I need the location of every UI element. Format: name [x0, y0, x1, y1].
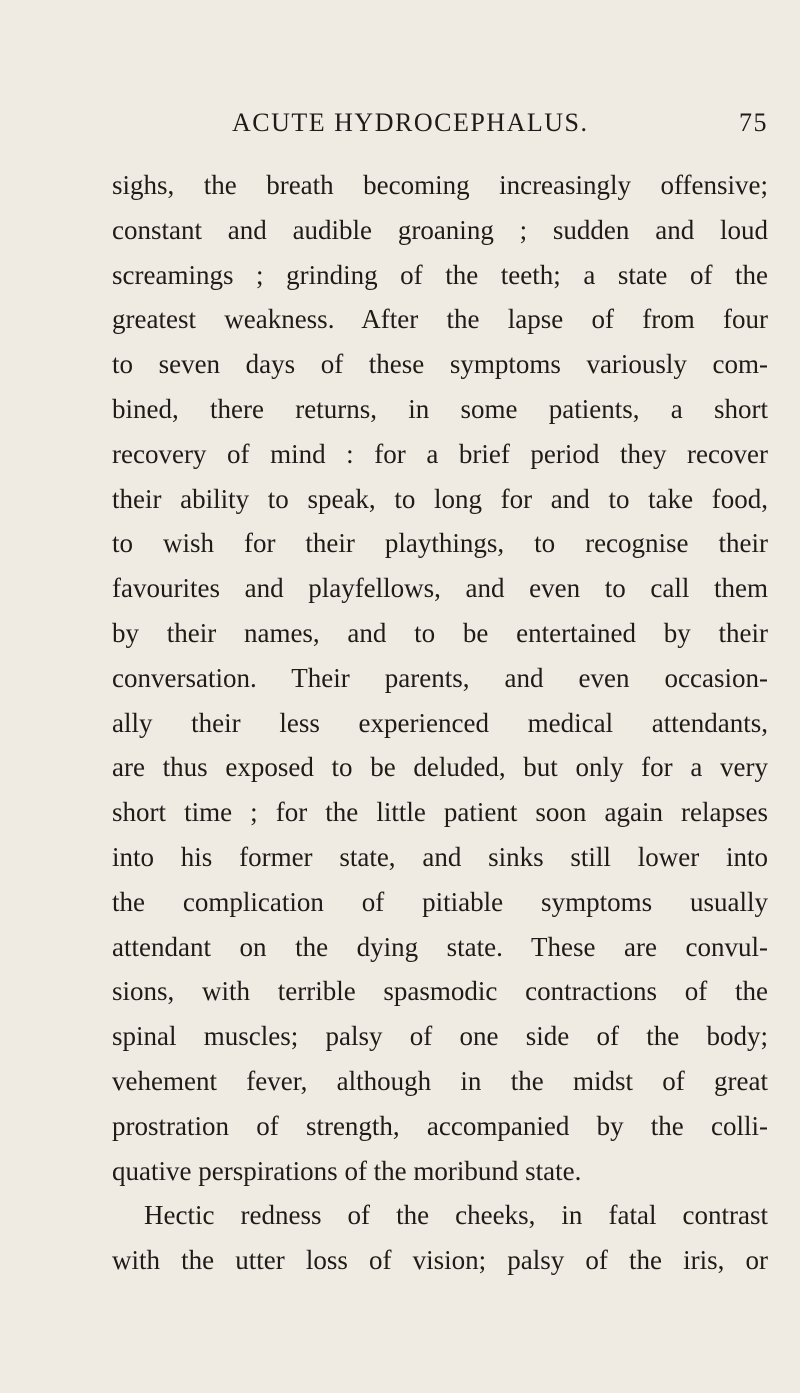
- text-line: screamings ; grinding of the teeth; a state of the: [112, 259, 768, 290]
- text-line: sighs, the breath becoming increasingly offensive;: [112, 170, 768, 200]
- text-line: favourites and playfellows, and even to call them: [112, 573, 768, 604]
- running-title: ACUTE HYDROCEPHALUS.: [232, 108, 589, 137]
- page-number: 75: [739, 108, 768, 137]
- running-head: [232, 108, 768, 142]
- text-line: to seven days of these symptoms variously com-: [112, 349, 768, 380]
- text-line: to wish for their playthings, to recognise their: [112, 528, 768, 559]
- text-line: with the utter loss of vision; palsy of the iris, or: [112, 1245, 768, 1276]
- text-line: conversation. Their parents, and even occasion-: [112, 662, 768, 693]
- text-line: into his former state, and sinks still lower into: [112, 841, 768, 872]
- text-line: their ability to speak, to long for and to take food,: [112, 483, 768, 514]
- text-line: attendant on the dying state. These are convul-: [112, 931, 768, 962]
- text-line: recovery of mind : for a brief period they recover: [112, 438, 768, 469]
- text-line: the complication of pitiable symptoms usually: [112, 886, 768, 917]
- paragraph-start-line: Hectic redness of the cheeks, in fatal contrast: [144, 1200, 768, 1231]
- text-line: are thus exposed to be deluded, but only for a very: [112, 752, 768, 783]
- text-line: sions, with terrible spasmodic contractions of the: [112, 976, 768, 1007]
- paragraph-end-line: quative perspirations of the moribund state.: [112, 1155, 582, 1186]
- text-line: bined, there returns, in some patients, a short: [112, 393, 768, 424]
- text-line: greatest weakness. After the lapse of from four: [112, 304, 768, 335]
- text-line: ally their less experienced medical attendants,: [112, 707, 768, 738]
- text-line: by their names, and to be entertained by their: [112, 617, 768, 648]
- text-line: constant and audible groaning ; sudden and loud: [112, 214, 768, 245]
- body-text: [112, 163, 768, 1283]
- text-line: short time ; for the little patient soon again relapses: [112, 797, 768, 828]
- text-line: spinal muscles; palsy of one side of the body;: [112, 1021, 768, 1052]
- text-line: vehement fever, although in the midst of great: [112, 1065, 768, 1096]
- text-line: prostration of strength, accompanied by the colli-: [112, 1110, 768, 1141]
